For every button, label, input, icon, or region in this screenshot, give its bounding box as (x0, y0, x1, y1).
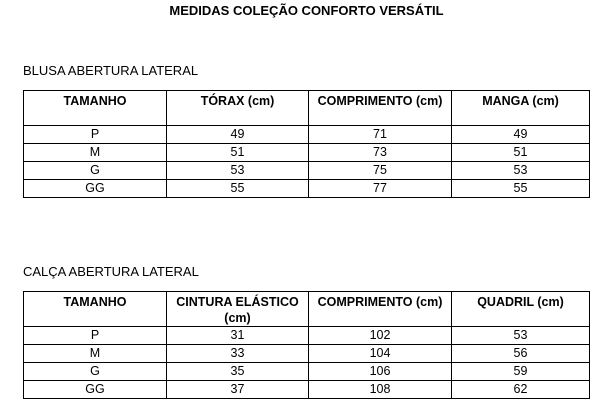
cell-sleeve: 55 (452, 180, 590, 198)
cell-waist: 31 (167, 327, 309, 345)
column-header-size: TAMANHO (24, 91, 167, 126)
cell-hip: 59 (452, 363, 590, 381)
section-title-calca: CALÇA ABERTURA LATERAL (23, 264, 199, 279)
column-header-length: COMPRIMENTO (cm) (309, 292, 452, 327)
cell-length: 108 (309, 381, 452, 399)
cell-sleeve: 51 (452, 144, 590, 162)
size-table-blusa (23, 90, 590, 198)
cell-size: P (24, 327, 167, 345)
size-table-calca (23, 291, 590, 399)
cell-length: 71 (309, 126, 452, 144)
cell-sleeve: 49 (452, 126, 590, 144)
cell-chest: 53 (167, 162, 309, 180)
cell-sleeve: 53 (452, 162, 590, 180)
cell-waist: 33 (167, 345, 309, 363)
cell-size: GG (24, 381, 167, 399)
cell-size: G (24, 162, 167, 180)
column-header-length: COMPRIMENTO (cm) (309, 91, 452, 126)
column-header-chest: TÓRAX (cm) (167, 91, 309, 126)
cell-length: 73 (309, 144, 452, 162)
cell-size: P (24, 126, 167, 144)
cell-length: 104 (309, 345, 452, 363)
cell-chest: 49 (167, 126, 309, 144)
table-header-row (24, 292, 590, 327)
cell-waist: 37 (167, 381, 309, 399)
table-row (24, 363, 590, 381)
cell-hip: 56 (452, 345, 590, 363)
cell-waist: 35 (167, 363, 309, 381)
column-header-sleeve: MANGA (cm) (452, 91, 590, 126)
table-row (24, 162, 590, 180)
table-row (24, 345, 590, 363)
table-row (24, 144, 590, 162)
cell-length: 75 (309, 162, 452, 180)
column-header-hip: QUADRIL (cm) (452, 292, 590, 327)
cell-chest: 55 (167, 180, 309, 198)
table-row (24, 180, 590, 198)
cell-size: M (24, 144, 167, 162)
table-row (24, 126, 590, 144)
table-header-row (24, 91, 590, 126)
table-row (24, 381, 590, 399)
cell-length: 106 (309, 363, 452, 381)
cell-chest: 51 (167, 144, 309, 162)
cell-size: G (24, 363, 167, 381)
section-title-blusa: BLUSA ABERTURA LATERAL (23, 63, 199, 78)
table-row (24, 327, 590, 345)
cell-length: 102 (309, 327, 452, 345)
cell-size: M (24, 345, 167, 363)
document-title: MEDIDAS COLEÇÃO CONFORTO VERSÁTIL (169, 3, 444, 18)
cell-length: 77 (309, 180, 452, 198)
cell-size: GG (24, 180, 167, 198)
cell-hip: 62 (452, 381, 590, 399)
column-header-size: TAMANHO (24, 292, 167, 327)
column-header-waist: CINTURA ELÁSTICO (cm) (167, 292, 309, 327)
cell-hip: 53 (452, 327, 590, 345)
